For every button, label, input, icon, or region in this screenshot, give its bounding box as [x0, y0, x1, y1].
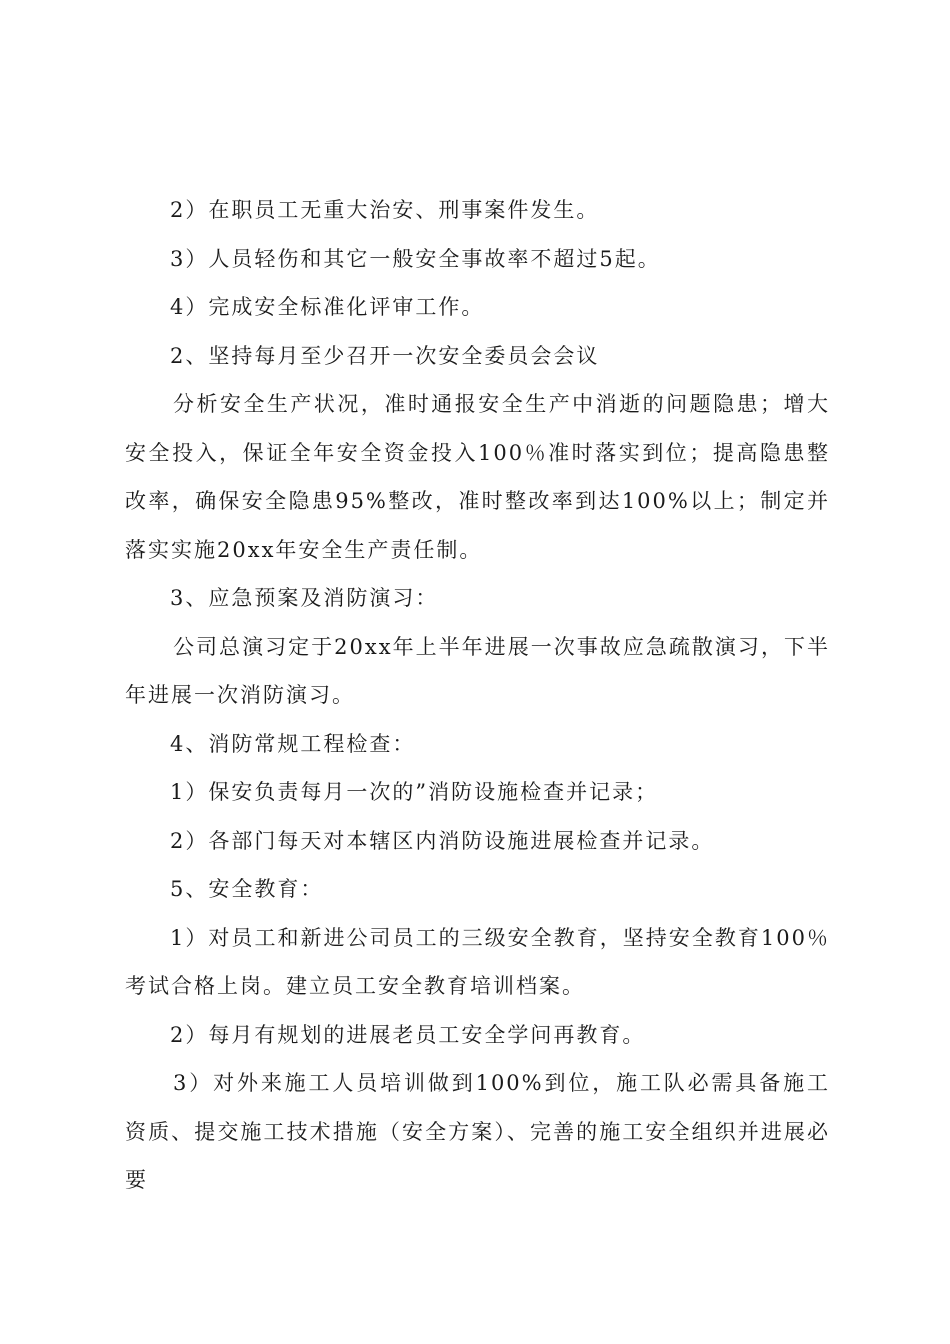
heading-fire-inspection: 4、消防常规工程检查： — [170, 731, 416, 756]
paragraph-goal-standardization: 4）完成安全标准化评审工作。 — [170, 295, 485, 319]
paragraph-three-level-education: 1）对员工和新进公司员工的三级安全教育，坚持安全教育100％考试合格上岗。建立员工安全教育培训档案。 — [125, 925, 830, 998]
heading-emergency-drills: 3、应急预案及消防演习： — [170, 586, 439, 610]
paragraph-monthly-reeducation: 2）每月有规划的进展老员工安全学问再教育。 — [170, 1022, 646, 1047]
document-body — [125, 186, 830, 1205]
paragraph-security-monthly-check: 1）保安负责每月一次的”消防设施检查并记录； — [170, 780, 659, 804]
paragraph-goal-no-major-cases: 2）在职员工无重大治安、刑事案件发生。 — [170, 198, 600, 222]
heading-safety-education: 5、安全教育： — [170, 877, 324, 901]
heading-monthly-safety-meeting: 2、坚持每月至少召开一次安全委员会会议 — [170, 343, 600, 368]
paragraph-department-daily-check: 2）各部门每天对本辖区内消防设施进展检查并记录。 — [170, 828, 715, 853]
paragraph-drill-schedule: 公司总演习定于20xx年上半年进展一次事故应急疏散演习，下半年进展一次消防演习。 — [125, 634, 830, 707]
paragraph-goal-injury-limit: 3）人员轻伤和其它一般安全事故率不超过5起。 — [170, 246, 661, 271]
paragraph-safety-analysis: 分析安全生产状况，准时通报安全生产中消逝的问题隐患；增大安全投入，保证全年安全资金投入100％准时落实到位；提高隐患整改率，确保安全隐患95%整改，准时整改率到达100%以上；制定并落实实施20xx年安全生产责任制。 — [125, 392, 830, 562]
paragraph-contractor-training: 3）对外来施工人员培训做到100%到位，施工队必需具备施工资质、提交施工技术措施（安全方案）、完善的施工安全组织并进展必要 — [125, 1071, 830, 1192]
